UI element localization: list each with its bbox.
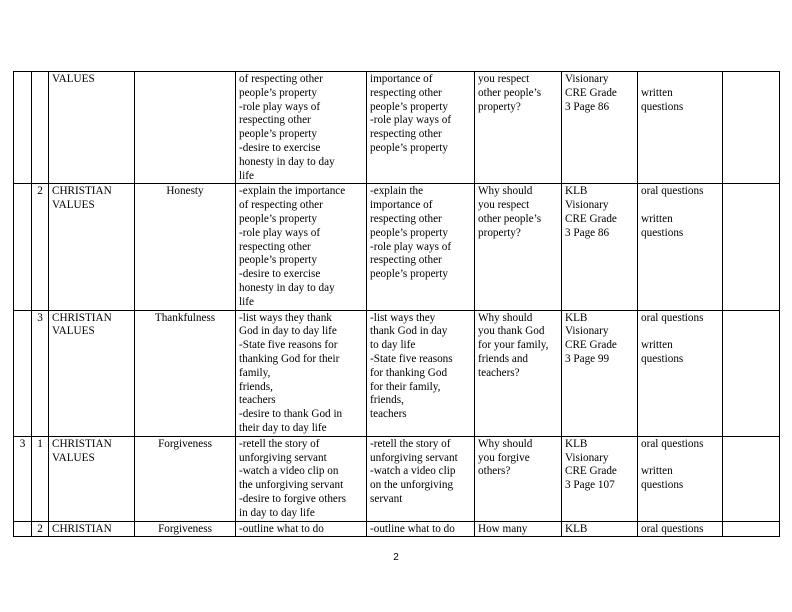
cell-line: family, xyxy=(239,366,271,379)
sub-strand-cell xyxy=(135,310,236,436)
cell-line: 3 Page 99 xyxy=(565,352,610,365)
week-cell xyxy=(14,184,32,310)
cell-line: CHRISTIAN xyxy=(52,185,112,198)
cell-line: of respecting other xyxy=(239,199,323,212)
table-row xyxy=(14,184,780,310)
cell-line: -desire to forgive others xyxy=(239,492,346,505)
cell-line: importance of xyxy=(370,73,433,85)
assessment-cell xyxy=(638,436,723,521)
cell-line: VALUES xyxy=(52,325,95,338)
cell-line: people’s property xyxy=(239,86,317,99)
cell-line: -explain the importance xyxy=(239,185,346,198)
table-row xyxy=(14,436,780,521)
cell-line: VALUES xyxy=(52,199,95,212)
cell-line: other people’s xyxy=(478,86,542,99)
page-number: 2 xyxy=(393,552,399,563)
cell-line: -outline what to do xyxy=(370,522,455,535)
learning-outcomes-cell xyxy=(236,72,367,184)
table-row xyxy=(14,72,780,184)
resources-cell xyxy=(562,184,638,310)
cell-line xyxy=(641,199,719,213)
cell-line: 3 Page 107 xyxy=(565,479,615,492)
cell-line: honesty in day to day xyxy=(239,281,335,294)
cell-line: written xyxy=(641,465,673,478)
sub-strand-cell xyxy=(135,72,236,184)
cell-line: people’s property xyxy=(239,212,317,225)
cell-line: you respect xyxy=(478,73,530,85)
resources-cell xyxy=(562,72,638,184)
cell-line: Visionary xyxy=(565,325,609,338)
cell-line: Why should xyxy=(478,311,533,324)
cell-line: you respect xyxy=(478,199,530,212)
cell-line: other people’s xyxy=(478,212,542,225)
learning-outcomes-cell xyxy=(236,310,367,436)
table-row xyxy=(14,310,780,436)
cell-line: -role play ways of xyxy=(239,100,321,113)
learning-experiences-cell xyxy=(367,72,475,184)
cell-line: people’s property xyxy=(370,268,448,281)
reflection-cell xyxy=(723,184,780,310)
strand-cell xyxy=(49,184,135,310)
cell-line: others? xyxy=(478,465,511,478)
cell-line xyxy=(641,325,719,339)
cell-line: -desire to exercise xyxy=(239,268,321,281)
cell-line: KLB xyxy=(565,437,588,450)
cell-line: teachers xyxy=(370,408,407,421)
assessment-cell xyxy=(638,72,723,184)
strand-cell xyxy=(49,72,135,184)
cell-line: CRE Grade xyxy=(565,339,617,352)
table-row xyxy=(14,521,780,537)
cell-line: Why should xyxy=(478,437,533,450)
cell-line: 3 Page 86 xyxy=(565,100,610,113)
cell-line: CRE Grade xyxy=(565,212,617,225)
reflection-cell xyxy=(723,72,780,184)
week-cell xyxy=(14,521,32,537)
cell-line: their day to day life xyxy=(239,421,327,434)
sub-strand-cell xyxy=(135,184,236,310)
reflection-cell xyxy=(723,436,780,521)
cell-line: -explain the xyxy=(370,185,424,198)
cell-line: for their family, xyxy=(370,380,441,393)
learning-experiences-cell xyxy=(367,521,475,537)
cell-line: friends, xyxy=(370,394,404,407)
cell-line: -desire to exercise xyxy=(239,141,321,154)
strand-cell xyxy=(49,310,135,436)
lesson-cell: 1 xyxy=(32,436,49,521)
cell-line: How many xyxy=(478,522,528,535)
cell-line: importance of xyxy=(370,199,433,212)
cell-line: respecting other xyxy=(370,128,442,141)
cell-line: written xyxy=(641,86,673,99)
assessment-cell xyxy=(638,521,723,537)
cell-line: -role play ways of xyxy=(370,114,452,127)
cell-line: property? xyxy=(478,100,521,113)
cell-line: -list ways they thank xyxy=(239,311,332,324)
cell-line: written xyxy=(641,339,673,352)
cell-line: the unforgiving servant xyxy=(239,479,344,492)
cell-line: respecting other xyxy=(239,240,311,253)
cell-line: Thankfulness xyxy=(154,311,216,324)
key-inquiry-cell xyxy=(475,72,562,184)
cell-line: Why should xyxy=(478,185,533,198)
cell-line: people’s property xyxy=(370,141,448,154)
cell-line: respecting other xyxy=(370,86,442,99)
cell-line: -retell the story of xyxy=(370,437,451,450)
cell-line: respecting other xyxy=(239,114,311,127)
cell-line: 3 Page 86 xyxy=(565,226,610,239)
cell-line: servant xyxy=(370,492,403,505)
cell-line: oral questions xyxy=(641,185,704,198)
cell-line: VALUES xyxy=(52,451,95,464)
key-inquiry-cell xyxy=(475,521,562,537)
reflection-cell xyxy=(723,521,780,537)
cell-line: you thank God xyxy=(478,325,545,338)
cell-line: Honesty xyxy=(166,185,204,198)
strand-cell xyxy=(49,521,135,537)
cell-line: friends and xyxy=(478,352,529,365)
cell-line: CRE Grade xyxy=(565,86,617,99)
cell-line: oral questions xyxy=(641,437,704,450)
cell-line: CHRISTIAN xyxy=(52,522,112,535)
cell-line: Visionary xyxy=(565,73,609,85)
sub-strand-cell xyxy=(135,436,236,521)
resources-cell xyxy=(562,310,638,436)
cell-line xyxy=(641,452,719,466)
cell-line: -list ways they xyxy=(370,311,436,324)
cell-line: CHRISTIAN xyxy=(52,311,112,324)
cell-line: people’s property xyxy=(370,100,448,113)
cell-line: -watch a video clip on xyxy=(239,465,339,478)
cell-line: written xyxy=(641,212,673,225)
cell-line: for thanking God xyxy=(370,366,448,379)
resources-cell xyxy=(562,521,638,537)
cell-line: in day to day life xyxy=(239,506,315,519)
cell-line: unforgiving servant xyxy=(370,451,458,464)
cell-line: life xyxy=(239,295,254,308)
cell-line: life xyxy=(239,169,254,182)
resources-cell xyxy=(562,436,638,521)
cell-line: CRE Grade xyxy=(565,465,617,478)
lesson-cell: 3 xyxy=(32,310,49,436)
cell-line: teachers? xyxy=(478,366,520,379)
cell-line: Visionary xyxy=(565,451,609,464)
week-cell xyxy=(14,72,32,184)
cell-line: on the unforgiving xyxy=(370,479,454,492)
cell-line: -role play ways of xyxy=(239,226,321,239)
cell-line: of respecting other xyxy=(239,73,323,85)
cell-line: respecting other xyxy=(370,212,442,225)
cell-line: -outline what to do xyxy=(239,522,324,535)
cell-line: thanking God for their xyxy=(239,352,340,365)
cell-line: questions xyxy=(641,100,684,113)
cell-line: you forgive xyxy=(478,451,530,464)
week-cell xyxy=(14,310,32,436)
learning-experiences-cell xyxy=(367,184,475,310)
learning-experiences-cell xyxy=(367,436,475,521)
cell-line: people’s property xyxy=(239,128,317,141)
cell-line: Forgiveness xyxy=(158,437,212,450)
cell-line: God in day to day life xyxy=(239,325,337,338)
cell-line: -watch a video clip xyxy=(370,465,456,478)
cell-line: -desire to thank God in xyxy=(239,408,343,421)
cell-line: thank God in day xyxy=(370,325,448,338)
cell-line: KLB xyxy=(565,185,588,198)
sub-strand-cell xyxy=(135,521,236,537)
cell-line: CHRISTIAN xyxy=(52,437,112,450)
lesson-cell: 2 xyxy=(32,184,49,310)
cell-line: teachers xyxy=(239,394,276,407)
learning-outcomes-cell xyxy=(236,521,367,537)
cell-line: Forgiveness xyxy=(158,522,212,535)
reflection-cell xyxy=(723,310,780,436)
cell-line: Visionary xyxy=(565,199,609,212)
cell-line: respecting other xyxy=(370,254,442,267)
lesson-cell: 2 xyxy=(32,521,49,537)
cell-line: KLB xyxy=(565,522,588,535)
cell-line: to day life xyxy=(370,339,416,352)
cell-line xyxy=(641,73,719,87)
cell-line: questions xyxy=(641,226,684,239)
cell-line: honesty in day to day xyxy=(239,155,335,168)
learning-outcomes-cell xyxy=(236,436,367,521)
cell-line: for your family, xyxy=(478,339,549,352)
cell-line: people’s property xyxy=(239,254,317,267)
cell-line: oral questions xyxy=(641,311,704,324)
cell-line: people’s property xyxy=(370,226,448,239)
key-inquiry-cell xyxy=(475,436,562,521)
cell-line: questions xyxy=(641,352,684,365)
scheme-of-work-table xyxy=(13,71,780,537)
cell-line: oral questions xyxy=(641,522,704,535)
assessment-cell xyxy=(638,184,723,310)
cell-line: -role play ways of xyxy=(370,240,452,253)
cell-line: unforgiving servant xyxy=(239,451,327,464)
cell-line: KLB xyxy=(565,311,588,324)
strand-cell xyxy=(49,436,135,521)
learning-experiences-cell xyxy=(367,310,475,436)
table-body xyxy=(14,72,780,537)
week-cell: 3 xyxy=(14,436,32,521)
key-inquiry-cell xyxy=(475,310,562,436)
cell-line: VALUES xyxy=(52,73,95,85)
cell-line: -State five reasons for xyxy=(239,339,338,352)
cell-line: property? xyxy=(478,226,521,239)
lesson-cell xyxy=(32,72,49,184)
learning-outcomes-cell xyxy=(236,184,367,310)
cell-line: friends, xyxy=(239,380,273,393)
cell-line: -State five reasons xyxy=(370,352,453,365)
assessment-cell xyxy=(638,310,723,436)
key-inquiry-cell xyxy=(475,184,562,310)
cell-line: -retell the story of xyxy=(239,437,320,450)
cell-line: questions xyxy=(641,479,684,492)
